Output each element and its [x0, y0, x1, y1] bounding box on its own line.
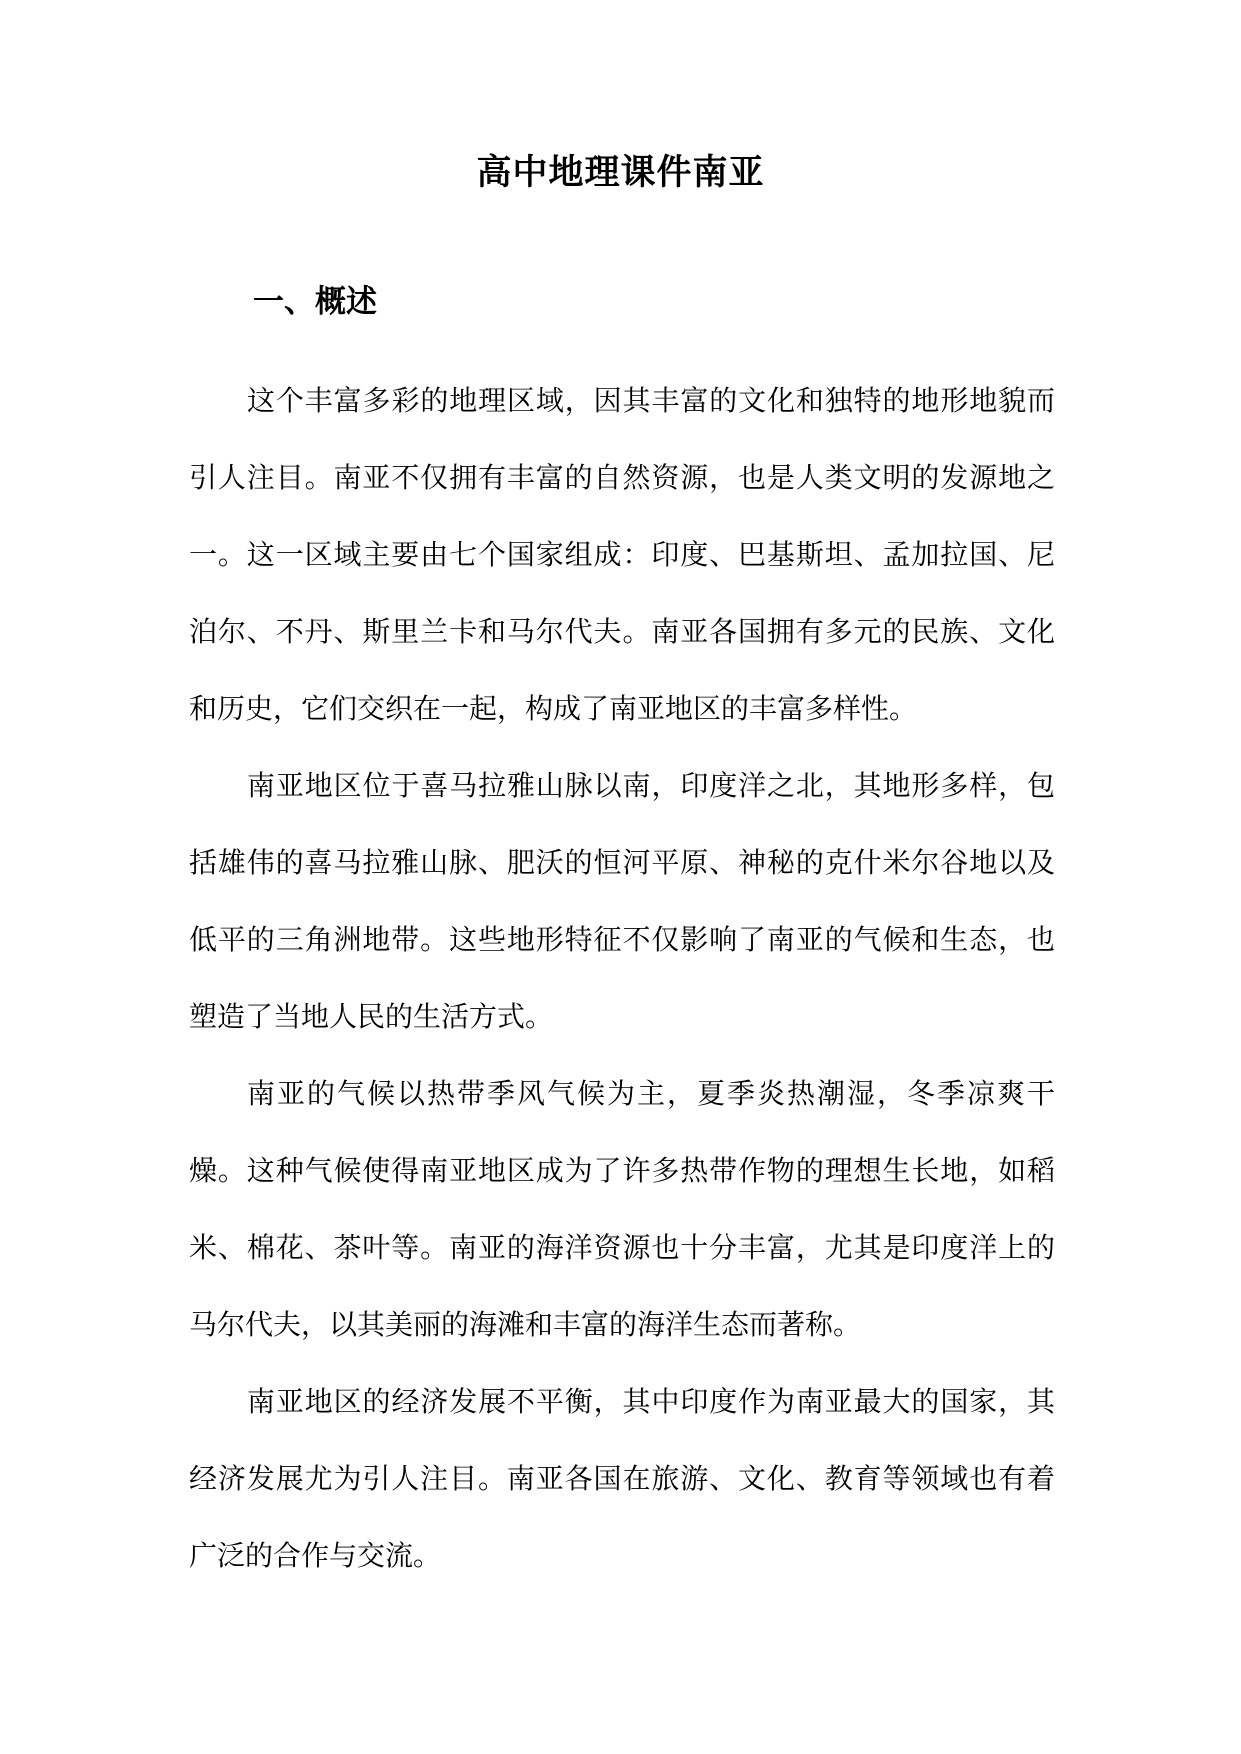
body-text: [189, 362, 1055, 1594]
paragraph-climate: 南亚的气候以热带季风气候为主，夏季炎热潮湿，冬季凉爽干燥。这种气候使得南亚地区成为了许多热带作物的理想生长地，如稻米、棉花、茶叶等。南亚的海洋资源也十分丰富，尤其是印度洋上的马尔代夫，以其美丽的海滩和丰富的海洋生态而著称。: [189, 1077, 1055, 1341]
paragraph-terrain: 南亚地区位于喜马拉雅山脉以南，印度洋之北，其地形多样，包括雄伟的喜马拉雅山脉、肥沃的恒河平原、神秘的克什米尔谷地以及低平的三角洲地带。这些地形特征不仅影响了南亚的气候和生态，也塑造了当地人民的生活方式。: [189, 769, 1055, 1033]
paragraph-economy: 南亚地区的经济发展不平衡，其中印度作为南亚最大的国家，其经济发展尤为引人注目。南亚各国在旅游、文化、教育等领域也有着广泛的合作与交流。: [189, 1385, 1055, 1572]
section-heading: 一、概述: [253, 284, 377, 320]
document-title: 高中地理课件南亚: [476, 152, 765, 193]
paragraph-overview: 这个丰富多彩的地理区域，因其丰富的文化和独特的地形地貌而引人注目。南亚不仅拥有丰富的自然资源，也是人类文明的发源地之一。这一区域主要由七个国家组成：印度、巴基斯坦、孟加拉国、尼泊尔、不丹、斯里兰卡和马尔代夫。南亚各国拥有多元的民族、文化和历史，它们交织在一起，构成了南亚地区的丰富多样性。: [189, 384, 1055, 725]
